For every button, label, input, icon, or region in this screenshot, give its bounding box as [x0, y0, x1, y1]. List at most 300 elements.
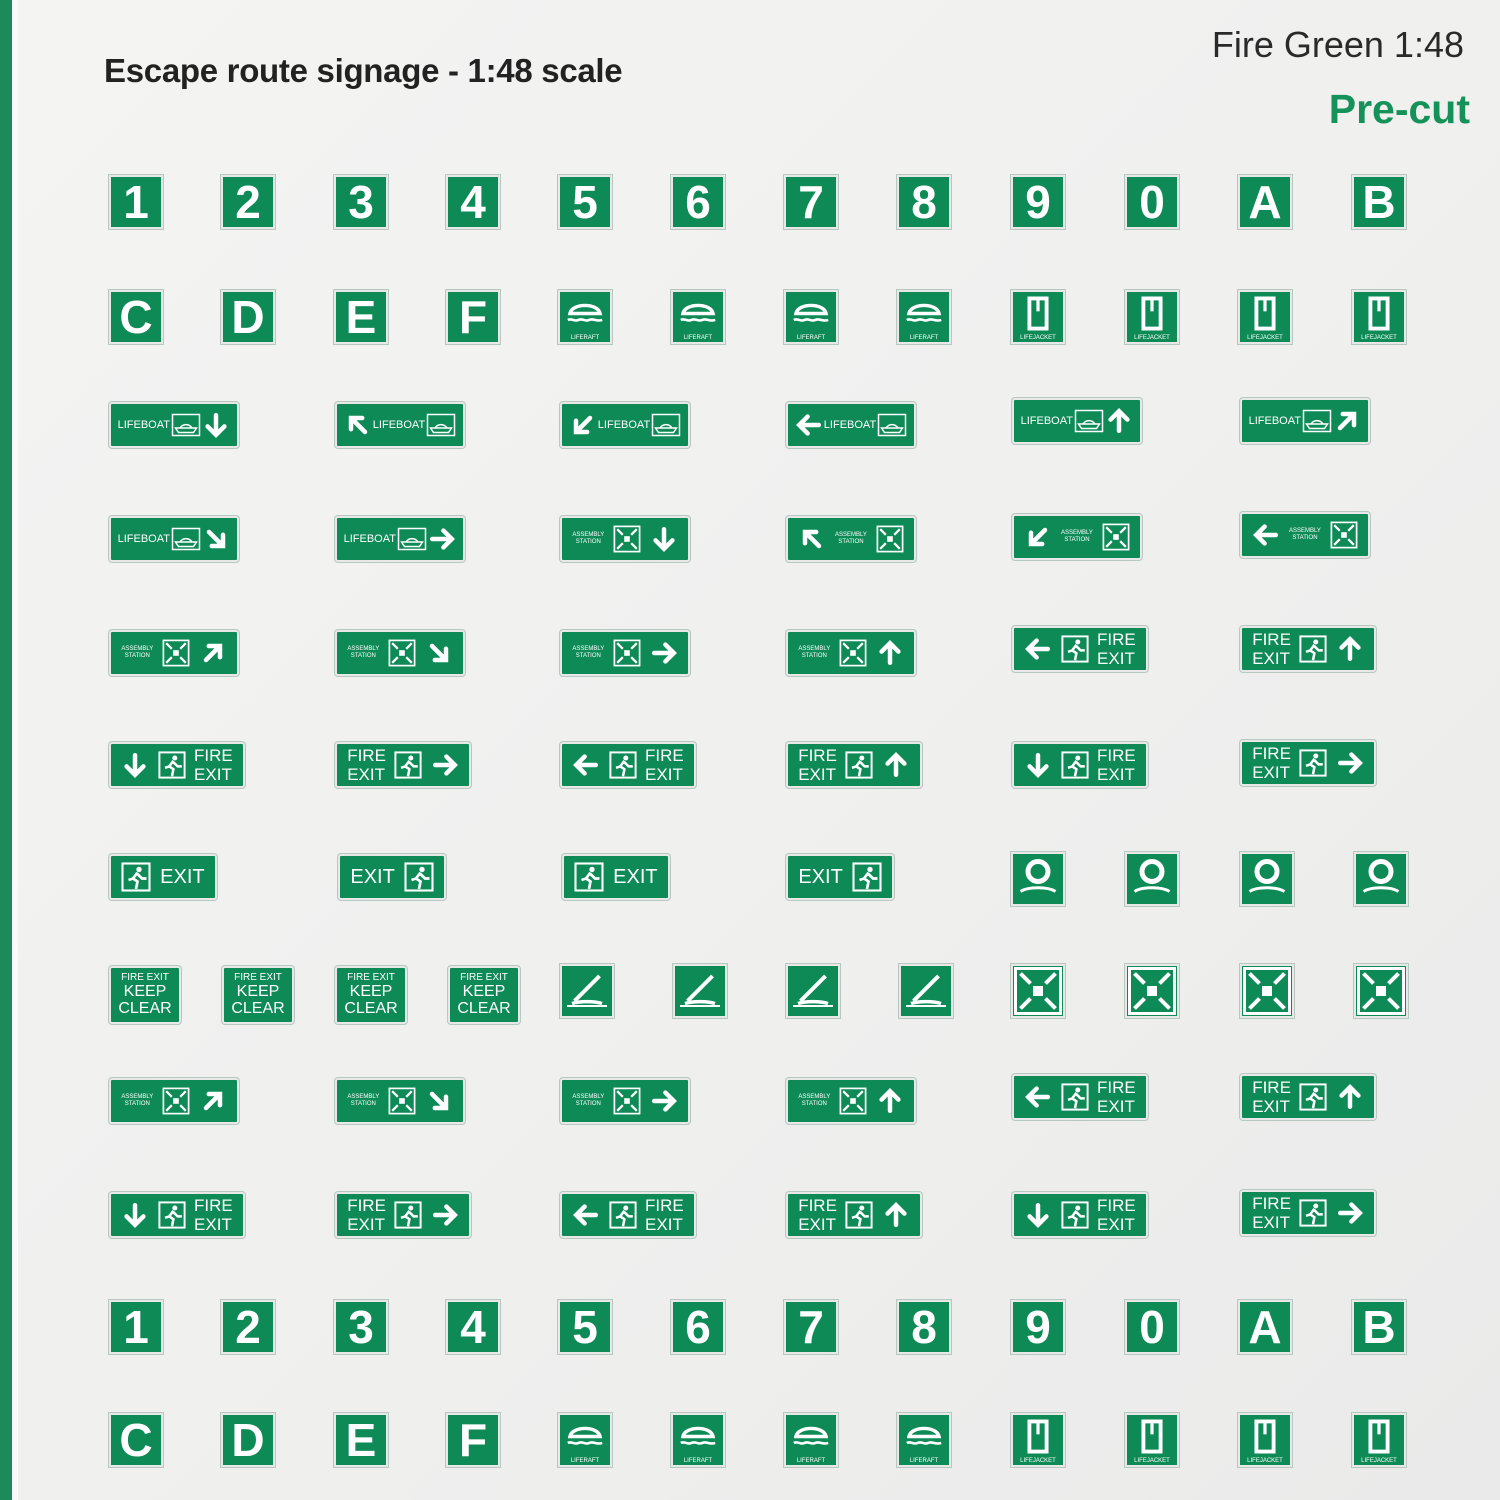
running-man-icon [404, 862, 434, 892]
assembly-station-sign [335, 1078, 465, 1124]
fire-word: FIRE [1097, 1196, 1136, 1215]
fire-exit-sign [1240, 626, 1376, 672]
fire-exit-sign [560, 1192, 696, 1238]
char-sign: F [446, 290, 500, 344]
fire-exit-sign [1012, 626, 1148, 672]
lifejacket-icon [1240, 292, 1290, 335]
assembly-line2: STATION [575, 1101, 601, 1107]
running-man-icon [1061, 751, 1089, 779]
fire-exit-sign [109, 742, 245, 788]
arrow-down-icon [650, 525, 678, 553]
fire-word: FIRE [1097, 1078, 1136, 1097]
arrow-sw-icon [1024, 523, 1052, 551]
char-sign: 5 [558, 1300, 612, 1354]
char-sign: B [1352, 1300, 1406, 1354]
assembly-station-sign [1012, 514, 1142, 560]
assembly-label [1061, 530, 1093, 544]
exit-word: EXIT [1252, 1097, 1290, 1116]
char-sign: 9 [1011, 175, 1065, 229]
arrow-se-icon [425, 639, 453, 667]
arrow-right-icon [431, 1201, 459, 1229]
keep-clear-sign [335, 966, 407, 1024]
fire-word: FIRE [1252, 1078, 1291, 1097]
assembly-line2: STATION [575, 653, 601, 659]
assembly-station-sign [786, 630, 916, 676]
lifeboat-label: LIFEBOAT [117, 419, 170, 431]
arrow-se-icon [202, 525, 230, 553]
lifejacket-icon [1354, 1415, 1404, 1458]
lifeboat-icon [171, 410, 201, 440]
lifejacket-sign [1352, 1413, 1406, 1467]
lifejacket-icon [1240, 1415, 1290, 1458]
exit-word: EXIT [1097, 1215, 1135, 1234]
evacuation-slide-icon [675, 966, 725, 1016]
assembly-label [798, 646, 830, 660]
arrow-ne-icon [199, 639, 227, 667]
assembly-line2: STATION [801, 1101, 827, 1107]
fire-word: FIRE [1252, 1194, 1291, 1213]
sheet-edge [0, 0, 12, 1500]
keep-clear-sign [448, 966, 520, 1024]
fire-word: FIRE [1252, 630, 1291, 649]
arrow-right-icon [1336, 1199, 1364, 1227]
sign-caption: LIFERAFT [796, 1458, 826, 1464]
lifeboat-sign [335, 516, 465, 562]
running-man-icon [158, 751, 186, 779]
lifeboat-icon [1302, 406, 1332, 436]
arrow-down-icon [121, 751, 149, 779]
fire-word: FIRE [798, 1196, 837, 1215]
liferaft-sign [784, 290, 838, 344]
assembly-line1: ASSEMBLY [572, 646, 605, 652]
assembly-line2: STATION [575, 539, 601, 545]
lifeboat-icon [171, 524, 201, 554]
arrow-left-icon [572, 1201, 600, 1229]
lifebuoy-icon [1013, 854, 1063, 904]
assembly-station-icon [1330, 521, 1358, 549]
keep-clear-sign [222, 966, 294, 1024]
exit-word: EXIT [1252, 649, 1290, 668]
char-sign: D [221, 290, 275, 344]
assembly-line1: ASSEMBLY [572, 532, 605, 538]
arrow-right-icon [431, 751, 459, 779]
exit-word: EXIT [347, 765, 385, 784]
fire-exit-sign [109, 1192, 245, 1238]
liferaft-sign [558, 1413, 612, 1467]
lifejacket-icon [1127, 292, 1177, 335]
lifeboat-sign [335, 402, 465, 448]
char-sign: B [1352, 175, 1406, 229]
running-man-icon [852, 862, 882, 892]
lifeboat-label: LIFEBOAT [117, 533, 170, 545]
running-man-icon [1061, 1083, 1089, 1111]
lifeboat-sign [1012, 398, 1142, 444]
running-man-icon [1299, 1083, 1327, 1111]
arrow-up-icon [1336, 1083, 1364, 1111]
exit-word: EXIT [194, 1215, 232, 1234]
arrow-down-icon [1024, 751, 1052, 779]
lifejacket-sign [1011, 290, 1065, 344]
keep-clear-line1: FIRE EXIT [460, 972, 508, 983]
lifejacket-sign [1238, 290, 1292, 344]
running-man-icon [1299, 635, 1327, 663]
liferaft-icon [673, 292, 723, 335]
fire-word: FIRE [194, 746, 233, 765]
exit-sign [786, 854, 894, 900]
char-sign: A [1238, 175, 1292, 229]
assembly-station-icon [839, 639, 867, 667]
assembly-label [572, 646, 604, 660]
running-man-icon [394, 751, 422, 779]
fire-exit-sign [335, 1192, 471, 1238]
fire-exit-label [798, 1196, 837, 1234]
lifeboat-sign [109, 516, 239, 562]
assembly-line1: ASSEMBLY [798, 646, 831, 652]
lifejacket-icon [1013, 1415, 1063, 1458]
sign-caption: LIFERAFT [909, 1458, 939, 1464]
char-sign: 0 [1125, 175, 1179, 229]
char-sign: F [446, 1413, 500, 1467]
fire-exit-label [1097, 630, 1136, 668]
char-sign: 8 [897, 175, 951, 229]
fire-exit-sign [1012, 1074, 1148, 1120]
fire-exit-label [1252, 744, 1291, 782]
sign-caption: LIFERAFT [909, 335, 939, 341]
fire-word: FIRE [1252, 744, 1291, 763]
fire-word: FIRE [194, 1196, 233, 1215]
exit-word: EXIT [798, 765, 836, 784]
sheet-edge-gap [12, 0, 18, 1500]
lifeboat-label: LIFEBOAT [1248, 415, 1301, 427]
exit-label: EXIT [798, 865, 843, 888]
fire-exit-sign [786, 742, 922, 788]
assembly-label [347, 1094, 379, 1108]
arrow-left-icon [1252, 521, 1280, 549]
arrow-ne-icon [199, 1087, 227, 1115]
fire-word: FIRE [1097, 630, 1136, 649]
evacuation-slide-sign [673, 964, 727, 1018]
assembly-line2: STATION [350, 1101, 376, 1107]
running-man-icon [574, 862, 604, 892]
assembly-station-icon [876, 525, 904, 553]
sign-caption: LIFERAFT [683, 335, 713, 341]
char-sign: 3 [334, 1300, 388, 1354]
evacuation-slide-icon [788, 966, 838, 1016]
fire-exit-label [347, 746, 386, 784]
fire-exit-label [1097, 1078, 1136, 1116]
liferaft-icon [899, 292, 949, 335]
assembly-label [798, 1094, 830, 1108]
evacuation-slide-icon [901, 966, 951, 1016]
running-man-icon [121, 862, 151, 892]
assembly-line2: STATION [350, 653, 376, 659]
fire-exit-label [194, 1196, 233, 1234]
liferaft-sign [897, 290, 951, 344]
evacuation-slide-sign [786, 964, 840, 1018]
exit-sign [338, 854, 446, 900]
sign-caption: LIFEJACKET [1361, 335, 1397, 341]
sign-caption: LIFEJACKET [1247, 1458, 1283, 1464]
assembly-station-icon [613, 525, 641, 553]
liferaft-icon [786, 292, 836, 335]
assembly-line1: ASSEMBLY [835, 532, 867, 538]
char-sign: 2 [221, 1300, 275, 1354]
liferaft-sign [671, 290, 725, 344]
arrow-up-icon [1105, 407, 1133, 435]
exit-word: EXIT [1252, 1213, 1290, 1232]
assembly-label [572, 1094, 604, 1108]
fire-exit-label [1252, 1078, 1291, 1116]
fire-word: FIRE [347, 1196, 386, 1215]
assembly-label [572, 532, 604, 546]
fire-exit-label [1252, 1194, 1291, 1232]
fire-exit-sign [1012, 1192, 1148, 1238]
char-sign: 7 [784, 175, 838, 229]
arrow-right-icon [650, 1087, 678, 1115]
running-man-icon [1061, 635, 1089, 663]
exit-word: EXIT [1097, 649, 1135, 668]
lifebuoy-sign [1354, 852, 1408, 906]
char-sign: 4 [446, 175, 500, 229]
exit-label: EXIT [160, 865, 205, 888]
exit-word: EXIT [645, 1215, 683, 1234]
sign-caption: LIFEJACKET [1134, 1458, 1170, 1464]
char-sign: 5 [558, 175, 612, 229]
fire-exit-label [347, 1196, 386, 1234]
exit-label: EXIT [613, 865, 658, 888]
lifeboat-sign [109, 402, 239, 448]
lifeboat-sign [560, 402, 690, 448]
lifebuoy-icon [1356, 854, 1406, 904]
sign-caption: LIFERAFT [796, 335, 826, 341]
liferaft-sign [897, 1413, 951, 1467]
assembly-station-sign [560, 1078, 690, 1124]
liferaft-icon [899, 1415, 949, 1458]
keep-clear-line2: KEEP [236, 983, 280, 1000]
liferaft-icon [786, 1415, 836, 1458]
keep-clear-line2: KEEP [349, 983, 393, 1000]
arrow-nw-icon [798, 525, 826, 553]
brand-label: Fire Green 1:48 [1211, 24, 1464, 65]
assembly-line1: ASSEMBLY [1289, 528, 1321, 534]
fire-exit-label [1252, 630, 1291, 668]
keep-clear-line3: CLEAR [231, 1000, 285, 1017]
assembly-line1: ASSEMBLY [572, 1094, 605, 1100]
keep-clear-line1: FIRE EXIT [234, 972, 282, 983]
assembly-station-sign [786, 516, 916, 562]
sign-caption: LIFEJACKET [1020, 335, 1056, 341]
assembly-station-icon [1127, 966, 1177, 1016]
fire-exit-sign [1012, 742, 1148, 788]
keep-clear-line2: KEEP [123, 983, 167, 1000]
char-sign: A [1238, 1300, 1292, 1354]
char-sign: 4 [446, 1300, 500, 1354]
lifeboat-label: LIFEBOAT [823, 419, 877, 431]
assembly-station-icon [388, 1087, 416, 1115]
char-sign: 8 [897, 1300, 951, 1354]
running-man-icon [845, 751, 873, 779]
fire-exit-sign [335, 742, 471, 788]
liferaft-sign [784, 1413, 838, 1467]
arrow-se-icon [425, 1087, 453, 1115]
arrow-left-icon [795, 411, 823, 439]
char-sign: 6 [671, 1300, 725, 1354]
char-sign: E [334, 290, 388, 344]
running-man-icon [609, 1201, 637, 1229]
arrow-up-icon [876, 639, 904, 667]
fire-word: FIRE [1097, 746, 1136, 765]
exit-word: EXIT [645, 765, 683, 784]
lifeboat-sign [1240, 398, 1370, 444]
fire-exit-label [645, 1196, 684, 1234]
lifejacket-sign [1125, 1413, 1179, 1467]
lifejacket-sign [1352, 290, 1406, 344]
fire-exit-sign [560, 742, 696, 788]
fire-exit-label [645, 746, 684, 784]
assembly-station-sign [786, 1078, 916, 1124]
arrow-right-icon [650, 639, 678, 667]
lifeboat-label: LIFEBOAT [1020, 415, 1073, 427]
arrow-left-icon [572, 751, 600, 779]
lifeboat-icon [877, 410, 907, 440]
char-sign: 9 [1011, 1300, 1065, 1354]
arrow-ne-icon [1333, 407, 1361, 435]
assembly-label [835, 532, 867, 546]
sign-caption: LIFERAFT [570, 1458, 600, 1464]
assembly-line1: ASSEMBLY [798, 1094, 831, 1100]
assembly-station-square-sign [1125, 964, 1179, 1018]
assembly-station-icon [388, 639, 416, 667]
assembly-line2: STATION [124, 1101, 150, 1107]
running-man-icon [1299, 1199, 1327, 1227]
fire-exit-sign [1240, 1074, 1376, 1120]
lifejacket-icon [1127, 1415, 1177, 1458]
assembly-station-icon [613, 1087, 641, 1115]
arrow-nw-icon [344, 411, 372, 439]
lifeboat-label: LIFEBOAT [343, 533, 396, 545]
assembly-station-sign [335, 630, 465, 676]
fire-exit-label [798, 746, 837, 784]
assembly-line2: STATION [124, 653, 150, 659]
assembly-line1: ASSEMBLY [1061, 530, 1093, 536]
assembly-station-icon [839, 1087, 867, 1115]
assembly-station-sign [109, 1078, 239, 1124]
lifeboat-sign [786, 402, 916, 448]
lifebuoy-sign [1011, 852, 1065, 906]
char-sign: 7 [784, 1300, 838, 1354]
sign-caption: LIFEJACKET [1134, 335, 1170, 341]
assembly-station-icon [613, 639, 641, 667]
exit-word: EXIT [194, 765, 232, 784]
keep-clear-line3: CLEAR [118, 1000, 172, 1017]
assembly-station-sign [560, 516, 690, 562]
exit-word: EXIT [798, 1215, 836, 1234]
evacuation-slide-icon [562, 966, 612, 1016]
lifeboat-label: LIFEBOAT [597, 419, 651, 431]
lifeboat-icon [1074, 406, 1104, 436]
fire-exit-sign [1240, 1190, 1376, 1236]
arrow-left-icon [1024, 1083, 1052, 1111]
char-sign: 3 [334, 175, 388, 229]
arrow-down-icon [121, 1201, 149, 1229]
keep-clear-line1: FIRE EXIT [121, 972, 169, 983]
char-sign: E [334, 1413, 388, 1467]
running-man-icon [845, 1201, 873, 1229]
arrow-right-icon [1336, 749, 1364, 777]
assembly-line2: STATION [1292, 535, 1318, 541]
assembly-label [121, 646, 153, 660]
char-sign: 1 [109, 175, 163, 229]
assembly-station-square-sign [1354, 964, 1408, 1018]
exit-label: EXIT [350, 865, 395, 888]
running-man-icon [158, 1201, 186, 1229]
running-man-icon [1299, 749, 1327, 777]
assembly-station-square-sign [1240, 964, 1294, 1018]
arrow-sw-icon [569, 411, 597, 439]
fire-exit-label [1097, 746, 1136, 784]
lifeboat-icon [651, 410, 681, 440]
assembly-line1: ASSEMBLY [347, 1094, 380, 1100]
sign-caption: LIFEJACKET [1020, 1458, 1056, 1464]
arrow-right-icon [428, 525, 456, 553]
lifejacket-sign [1011, 1413, 1065, 1467]
char-sign: C [109, 290, 163, 344]
running-man-icon [609, 751, 637, 779]
liferaft-icon [560, 292, 610, 335]
exit-word: EXIT [1097, 1097, 1135, 1116]
assembly-station-icon [162, 639, 190, 667]
lifebuoy-icon [1127, 854, 1177, 904]
arrow-down-icon [1024, 1201, 1052, 1229]
char-sign: 0 [1125, 1300, 1179, 1354]
lifejacket-sign [1125, 290, 1179, 344]
lifejacket-sign [1238, 1413, 1292, 1467]
sign-caption: LIFEJACKET [1361, 1458, 1397, 1464]
assembly-station-sign [560, 630, 690, 676]
evacuation-slide-sign [560, 964, 614, 1018]
arrow-up-icon [882, 1201, 910, 1229]
lifebuoy-icon [1242, 854, 1292, 904]
assembly-line2: STATION [838, 539, 864, 545]
arrow-left-icon [1024, 635, 1052, 663]
exit-word: EXIT [1252, 763, 1290, 782]
liferaft-sign [558, 290, 612, 344]
fire-exit-label [1097, 1196, 1136, 1234]
char-sign: 6 [671, 175, 725, 229]
assembly-station-icon [1013, 966, 1063, 1016]
keep-clear-line2: KEEP [462, 983, 506, 1000]
keep-clear-sign [109, 966, 181, 1024]
liferaft-icon [673, 1415, 723, 1458]
liferaft-icon [560, 1415, 610, 1458]
lifejacket-icon [1013, 292, 1063, 335]
char-sign: 2 [221, 175, 275, 229]
fire-exit-label [194, 746, 233, 784]
keep-clear-line3: CLEAR [457, 1000, 511, 1017]
exit-sign [562, 854, 670, 900]
sign-caption: LIFERAFT [570, 335, 600, 341]
char-sign: C [109, 1413, 163, 1467]
fire-word: FIRE [798, 746, 837, 765]
lifejacket-icon [1354, 292, 1404, 335]
lifeboat-label: LIFEBOAT [372, 419, 426, 431]
lifebuoy-sign [1240, 852, 1294, 906]
char-sign: 1 [109, 1300, 163, 1354]
assembly-station-square-sign [1011, 964, 1065, 1018]
sheet-title: Escape route signage - 1:48 scale [104, 52, 623, 89]
fire-word: FIRE [645, 746, 684, 765]
arrow-up-icon [882, 751, 910, 779]
